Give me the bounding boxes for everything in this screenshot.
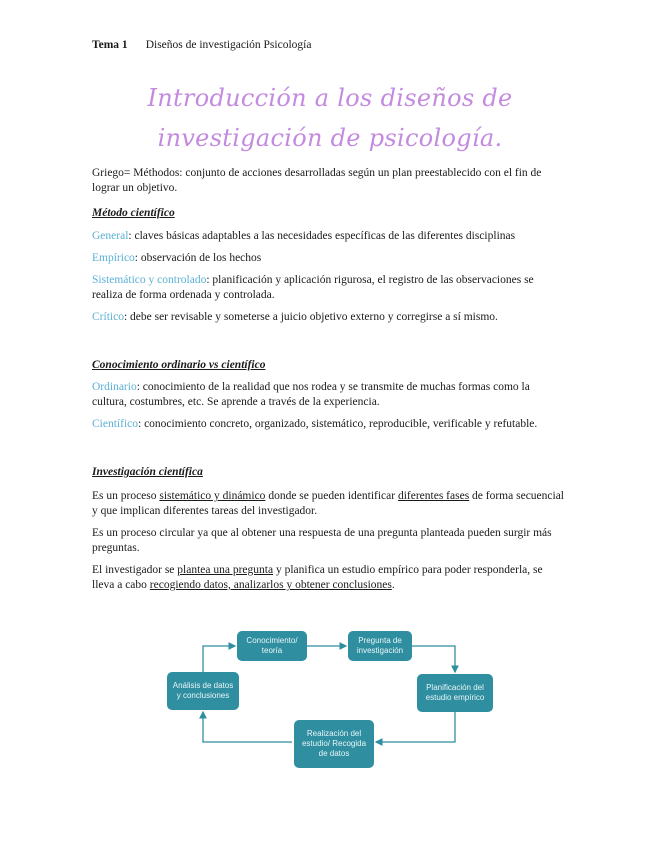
page-header — [92, 39, 311, 51]
page-title: Introducción a los diseños de investigación de psicología. — [147, 84, 513, 152]
conocimiento-item-ordinario: Ordinario: conocimiento de la realidad que nos rodea y se transmite de muchas formas como la cultura, costumbres, etc. Se aprende a través de la experiencia. — [92, 381, 530, 408]
cycle-box-pregunta: Pregunta de investigación — [348, 631, 412, 661]
conocimiento-section — [92, 358, 567, 432]
investigacion-heading: Investigación científica — [92, 466, 203, 478]
cycle-box-analisis: Análisis de datos y conclusiones — [167, 672, 239, 710]
metodo-item-empirico: Empírico: observación de los hechos — [92, 252, 262, 264]
investigacion-section — [92, 465, 567, 593]
intro-paragraph: Griego= Méthodos: conjunto de acciones desarrolladas según un plan preestablecido con el fin de lograr un objetivo. — [92, 167, 542, 194]
cycle-box-planificacion: Planificación del estudio empírico — [417, 674, 493, 712]
research-cycle-diagram — [160, 620, 485, 780]
header-tema: Tema 1 — [92, 39, 128, 51]
investigacion-paragraph-2: Es un proceso circular ya que al obtener una respuesta de una pregunta planteada pueden surgir más preguntas. — [92, 527, 552, 554]
metodo-item-critico: Crítico: debe ser revisable y someterse a juicio objetivo externo y corregirse a sí mismo. — [92, 311, 498, 323]
metodo-item-sistematico: Sistemático y controlado: planificación y aplicación rigurosa, el registro de las observaciones se realiza de forma ordenada y controlada. — [92, 274, 534, 301]
metodo-item-general: General: claves básicas adaptables a las necesidades específicas de las diferentes disciplinas — [92, 230, 516, 242]
conocimiento-item-cientifico: Científico: conocimiento concreto, organizado, sistemático, reproducible, verificable y refutable. — [92, 418, 538, 430]
header-subject: Diseños de investigación Psicología — [145, 39, 312, 51]
investigacion-paragraph-1: Es un proceso sistemático y dinámico donde se pueden identificar diferentes fases de forma secuencial y que implican diferentes tareas del investigador. — [92, 490, 564, 517]
investigacion-paragraph-3: El investigador se plantea una pregunta y planifica un estudio empírico para poder responderla, se lleva a cabo recogiendo datos, analizarlos y obtener conclusiones. — [92, 564, 543, 591]
metodo-heading: Método científico — [92, 207, 175, 219]
metodo-section — [92, 206, 567, 325]
cycle-box-realizacion: Realización del estudio/ Recogida de datos — [294, 720, 374, 768]
conocimiento-heading: Conocimiento ordinario vs científico — [92, 359, 266, 371]
cycle-box-conocimiento: Conocimiento/ teoría — [237, 631, 307, 661]
